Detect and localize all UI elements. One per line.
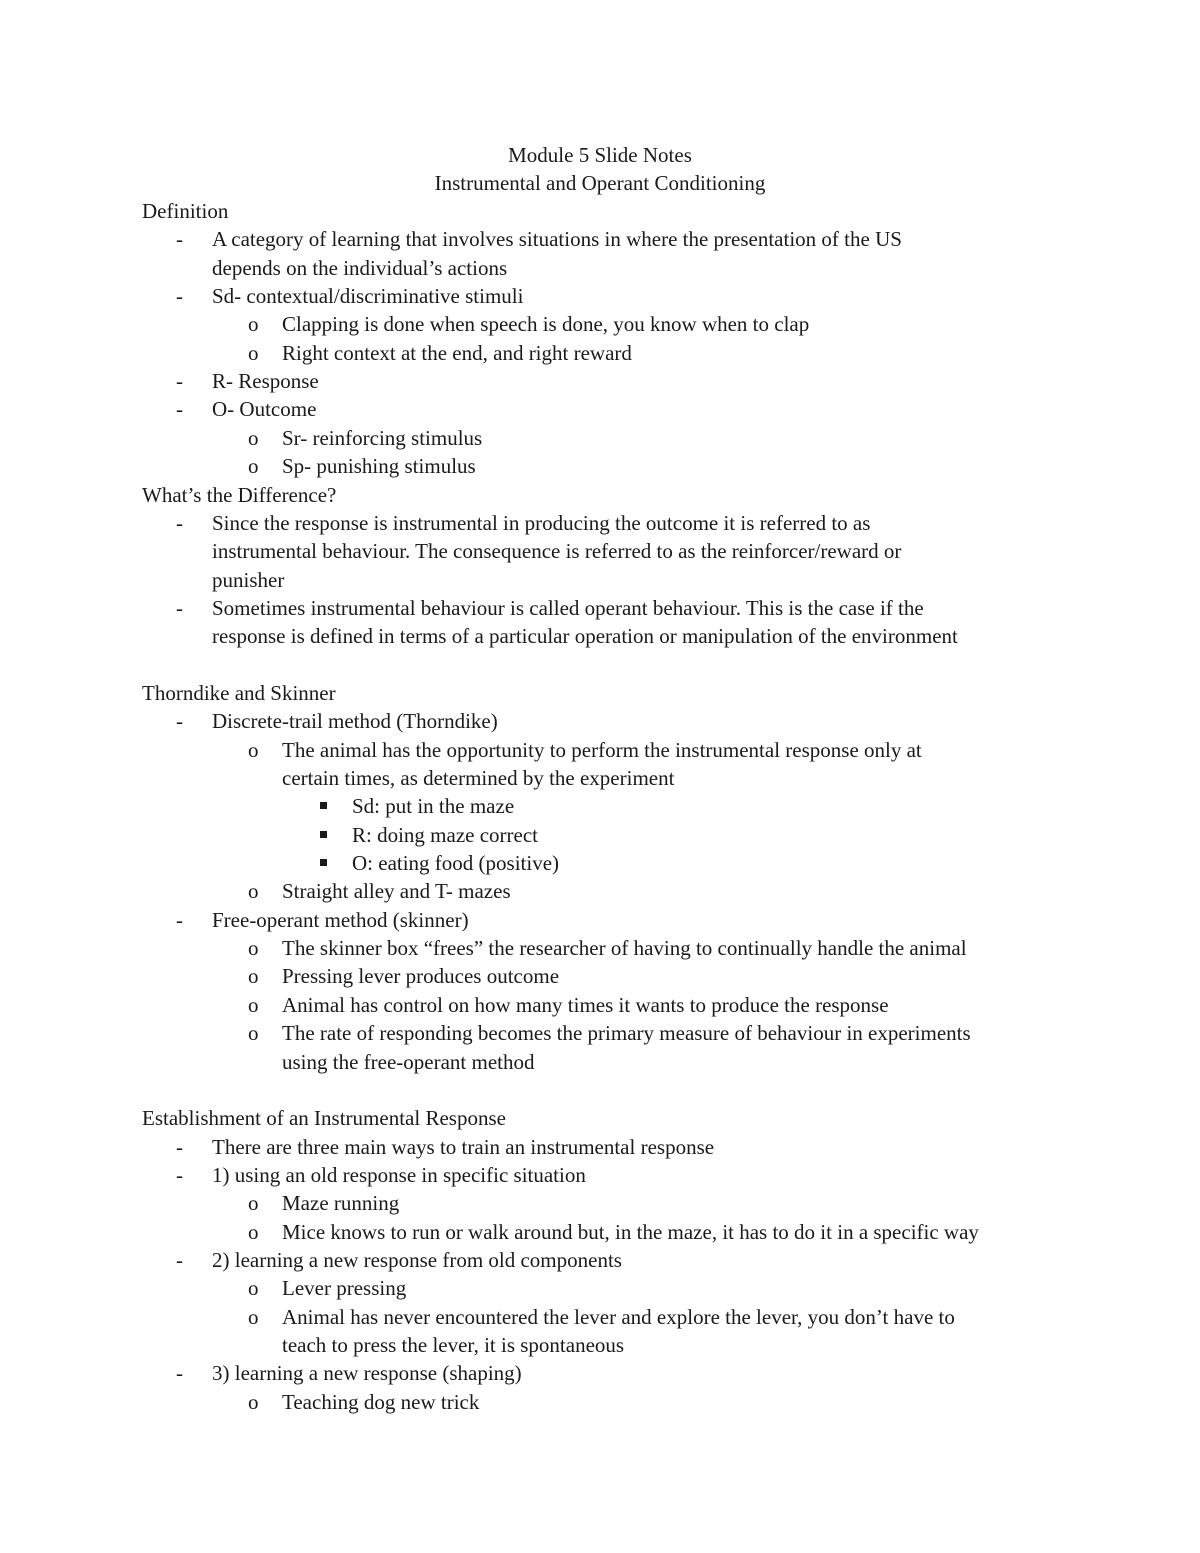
list-item-text: The skinner box “frees” the researcher of having to continually handle the animal	[282, 936, 967, 961]
dash-bullet-icon: -	[176, 595, 183, 620]
list-item-text: Animal has control on how many times it wants to produce the response	[282, 992, 889, 1017]
circle-bullet-icon: o	[248, 1389, 259, 1414]
dash-bullet-icon: -	[176, 1162, 183, 1187]
circle-bullet-icon: o	[248, 936, 259, 961]
list-item-text: response is defined in terms of a particular operation or manipulation of the environment	[212, 624, 958, 649]
circle-bullet-icon: o	[248, 1021, 259, 1046]
list-item-text: Discrete-trail method (Thorndike)	[212, 709, 498, 734]
list-item-text: using the free-operant method	[282, 1049, 535, 1074]
list-item-text: O- Outcome	[212, 397, 317, 422]
list-item-text: Maze running	[282, 1191, 400, 1216]
circle-bullet-icon: o	[248, 1219, 259, 1244]
list-item-text: Straight alley and T- mazes	[282, 879, 511, 904]
dash-bullet-icon: -	[176, 1361, 183, 1386]
list-item-text: Sd- contextual/discriminative stimuli	[212, 284, 524, 309]
list-item-text: Right context at the end, and right reward	[282, 340, 632, 365]
list-item-text: depends on the individual’s actions	[212, 255, 508, 280]
dash-bullet-icon: -	[176, 1247, 183, 1272]
square-bullet-icon	[320, 831, 327, 838]
circle-bullet-icon: o	[248, 425, 259, 450]
list-item-text: O: eating food (positive)	[352, 851, 560, 876]
section-heading: Definition	[142, 199, 229, 223]
list-item-text: Lever pressing	[282, 1276, 407, 1301]
list-item-text: Mice knows to run or walk around but, in the maze, it has to do it in a specific way	[282, 1219, 979, 1244]
dash-bullet-icon: -	[176, 284, 183, 309]
square-bullet-icon	[320, 802, 327, 809]
list-item-text: The rate of responding becomes the primary measure of behaviour in experiments	[282, 1021, 971, 1046]
circle-bullet-icon: o	[248, 1276, 259, 1301]
list-item-text: Free-operant method (skinner)	[212, 907, 469, 932]
list-item-text: 2) learning a new response from old components	[212, 1247, 622, 1272]
list-item-text: Since the response is instrumental in producing the outcome it is referred to as	[212, 510, 871, 535]
list-item-text: Sometimes instrumental behaviour is called operant behaviour. This is the case if the	[212, 595, 924, 620]
dash-bullet-icon: -	[176, 907, 183, 932]
list-item-text: The animal has the opportunity to perform the instrumental response only at	[282, 737, 922, 762]
list-item-text: Sp- punishing stimulus	[282, 454, 476, 479]
document-subtitle: Instrumental and Operant Conditioning	[434, 171, 766, 195]
dash-bullet-icon: -	[176, 369, 183, 394]
circle-bullet-icon: o	[248, 964, 259, 989]
circle-bullet-icon: o	[248, 1304, 259, 1329]
circle-bullet-icon: o	[248, 879, 259, 904]
circle-bullet-icon: o	[248, 737, 259, 762]
list-item-text: certain times, as determined by the experiment	[282, 766, 675, 790]
circle-bullet-icon: o	[248, 454, 259, 479]
list-item-text: punisher	[212, 567, 285, 592]
circle-bullet-icon: o	[248, 312, 259, 337]
list-item-text: Sd: put in the maze	[352, 794, 515, 819]
list-item-text: Pressing lever produces outcome	[282, 964, 560, 989]
list-item-text: Animal has never encountered the lever and explore the lever, you don’t have to	[282, 1304, 955, 1329]
dash-bullet-icon: -	[176, 397, 183, 422]
list-item-text: R: doing maze correct	[352, 822, 539, 847]
square-bullet-icon	[320, 859, 327, 866]
document-title: Module 5 Slide Notes	[508, 143, 692, 167]
list-item-text: 1) using an old response in specific situation	[212, 1162, 586, 1187]
list-item-text: 3) learning a new response (shaping)	[212, 1361, 522, 1386]
dash-bullet-icon: -	[176, 1134, 183, 1159]
list-item-text: A category of learning that involves situations in where the presentation of the US	[212, 227, 902, 252]
section-heading: What’s the Difference?	[142, 482, 337, 507]
section-heading: Thorndike and Skinner	[142, 680, 336, 705]
list-item-text: There are three main ways to train an instrumental response	[212, 1134, 715, 1159]
list-item-text: instrumental behaviour. The consequence is referred to as the reinforcer/reward or	[212, 539, 902, 564]
dash-bullet-icon: -	[176, 510, 183, 535]
circle-bullet-icon: o	[248, 992, 259, 1017]
circle-bullet-icon: o	[248, 340, 259, 365]
section-heading: Establishment of an Instrumental Response	[142, 1106, 506, 1131]
list-item-text: teach to press the lever, it is spontaneous	[282, 1333, 625, 1357]
dash-bullet-icon: -	[176, 227, 183, 252]
list-item-text: Teaching dog new trick	[282, 1389, 480, 1414]
circle-bullet-icon: o	[248, 1191, 259, 1216]
dash-bullet-icon: -	[176, 709, 183, 734]
list-item-text: R- Response	[212, 369, 319, 394]
list-item-text: Sr- reinforcing stimulus	[282, 425, 483, 450]
list-item-text: Clapping is done when speech is done, you know when to clap	[282, 312, 810, 337]
